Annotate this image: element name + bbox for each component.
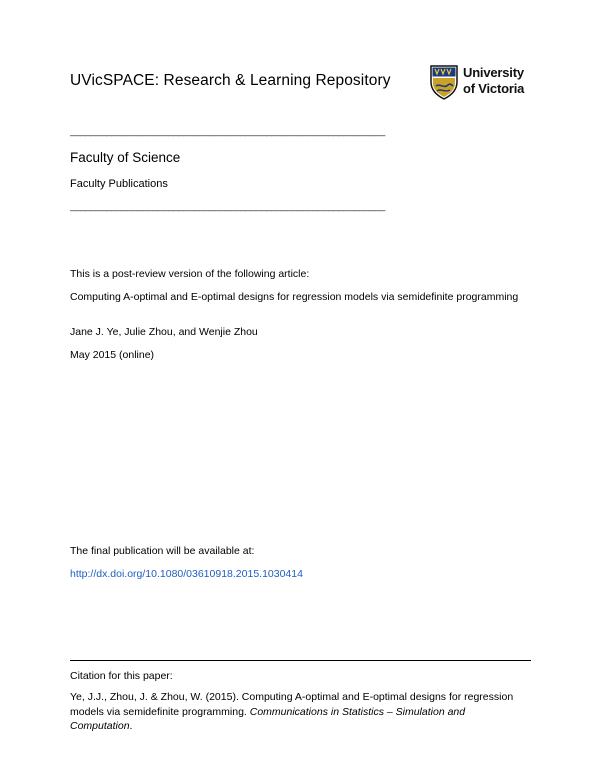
citation-text — [70, 690, 530, 734]
repository-title: UVicSPACE: Research & Learning Repository — [70, 72, 391, 89]
logo-line-1: University — [463, 65, 524, 80]
collection-name: Faculty Publications — [70, 178, 168, 190]
faculty-name: Faculty of Science — [70, 150, 181, 165]
separator-bottom: _____________________________________________________________ — [70, 201, 385, 212]
article-intro: This is a post-review version of the following article: — [70, 268, 310, 280]
article-title: Computing A-optimal and E-optimal designs for regression models via semidefinite programming — [70, 291, 519, 303]
citation-end: . — [129, 720, 133, 732]
logo-line-2: of Victoria — [463, 81, 525, 96]
citation-journal: Communications in Statistics – Simulation and Computation — [70, 705, 466, 732]
crest-icon — [429, 64, 459, 100]
separator-top: _____________________________________________________________ — [70, 126, 385, 137]
publication-note: The final publication will be available at: — [70, 545, 255, 557]
university-logo — [429, 64, 533, 102]
citation-plain: Ye, J.J., Zhou, J. & Zhou, W. (2015). Computing A-optimal and E-optimal designs for regression models via semidefinite programming. — [70, 691, 514, 718]
article-authors: Jane J. Ye, Julie Zhou, and Wenjie Zhou — [70, 326, 258, 338]
doi-link[interactable]: http://dx.doi.org/10.1080/03610918.2015.1030414 — [70, 568, 303, 580]
citation-divider — [70, 660, 531, 661]
citation-heading: Citation for this paper: — [70, 670, 173, 682]
article-date: May 2015 (online) — [70, 349, 155, 361]
logo-text — [463, 65, 524, 97]
